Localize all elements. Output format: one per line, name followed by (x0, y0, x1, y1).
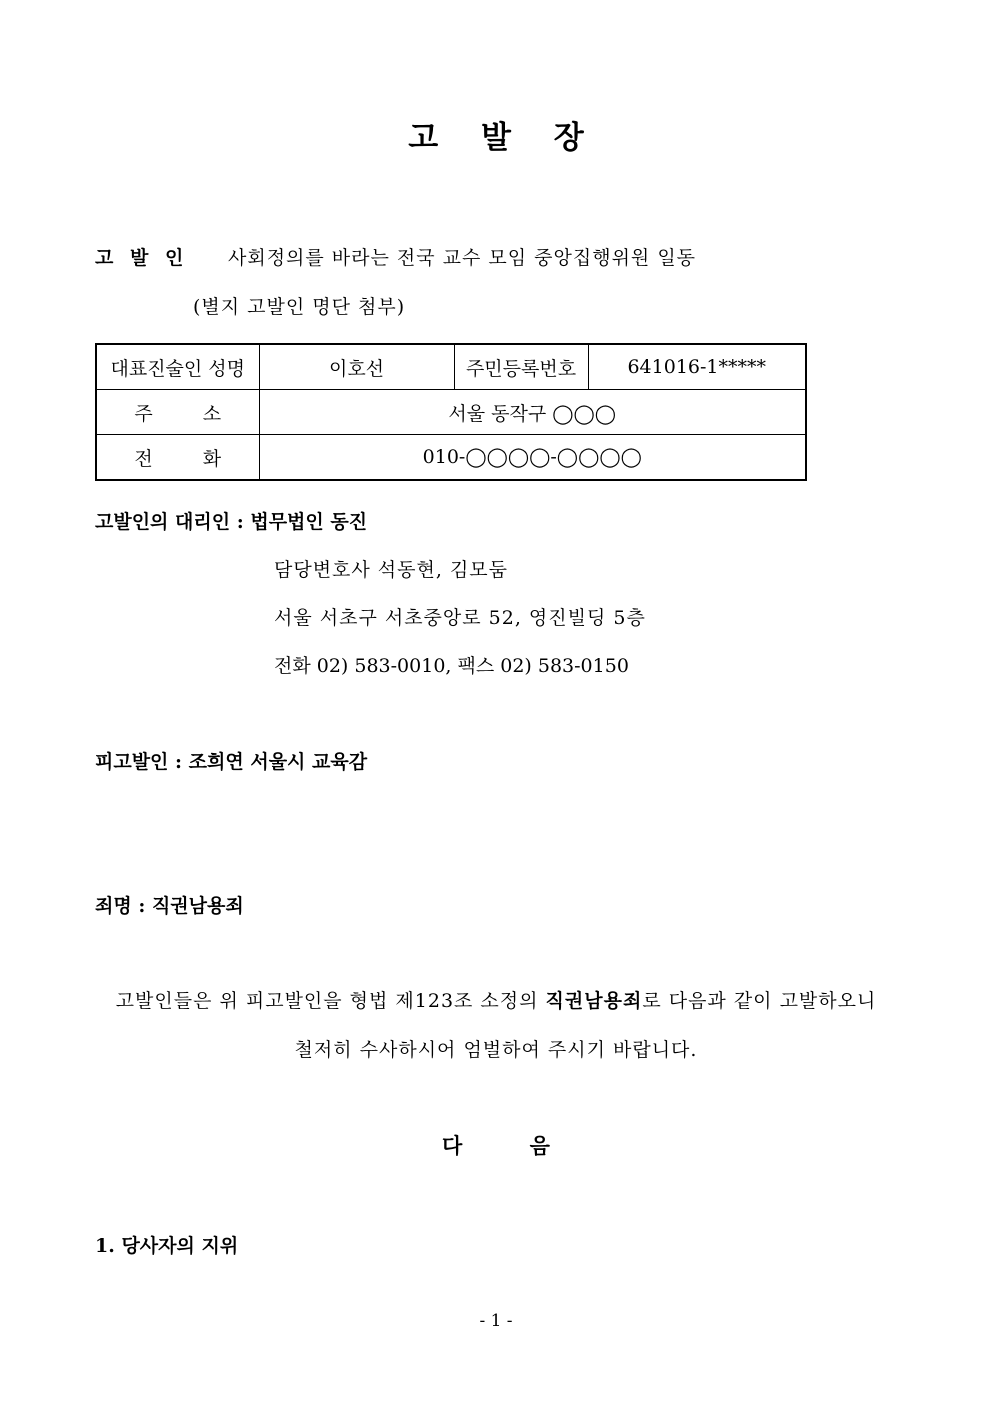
address-label: 주 소 (96, 390, 259, 435)
table-row (96, 435, 806, 481)
representative-table (95, 343, 807, 481)
complainant-label: 고 발 인 (95, 247, 189, 269)
complainant-note: (별지 고발인 명단 첨부) (193, 296, 406, 318)
body-paragraph-line-1 (0, 986, 992, 1013)
charge-line: 죄명 : 직권남용죄 (95, 895, 244, 917)
body-text-before: 고발인들은 위 피고발인을 형법 제123조 소정의 (115, 990, 546, 1012)
page-number: - 1 - (479, 1311, 513, 1331)
body-paragraph-line-2: 철저히 수사하시어 엄벌하여 주시기 바랍니다. (294, 1039, 698, 1061)
phone-value: 010-◯◯◯◯-◯◯◯◯ (259, 435, 806, 481)
id-number-value: 641016-1***** (588, 344, 806, 390)
body-text-after: 로 다음과 같이 고발하오니 (642, 990, 877, 1012)
agent-label: 고발인의 대리인 : 법무법인 동진 (95, 511, 368, 533)
phone-label: 전 화 (96, 435, 259, 481)
rep-name-label: 대표진술인 성명 (96, 344, 259, 390)
complainant-name: 사회정의를 바라는 전국 교수 모임 중앙집행위원 일동 (228, 247, 697, 269)
section-heading: 다 음 (442, 1133, 580, 1158)
document-title: 고 발 장 (408, 120, 600, 156)
table-row (96, 390, 806, 435)
agent-lawyers: 담당변호사 석동현, 김모둠 (274, 559, 509, 581)
item-heading: 1. 당사자의 지위 (95, 1235, 239, 1257)
accused-line: 피고발인 : 조희연 서울시 교육감 (95, 751, 368, 773)
id-number-label: 주민등록번호 (454, 344, 588, 390)
rep-name-value: 이호선 (259, 344, 454, 390)
agent-address: 서울 서초구 서초중앙로 52, 영진빌딩 5층 (274, 607, 646, 629)
charge-emphasis: 직권남용죄 (545, 990, 643, 1012)
address-value: 서울 동작구 ◯◯◯ (259, 390, 806, 435)
agent-contact: 전화 02) 583-0010, 팩스 02) 583-0150 (274, 655, 629, 677)
table-row (96, 344, 806, 390)
